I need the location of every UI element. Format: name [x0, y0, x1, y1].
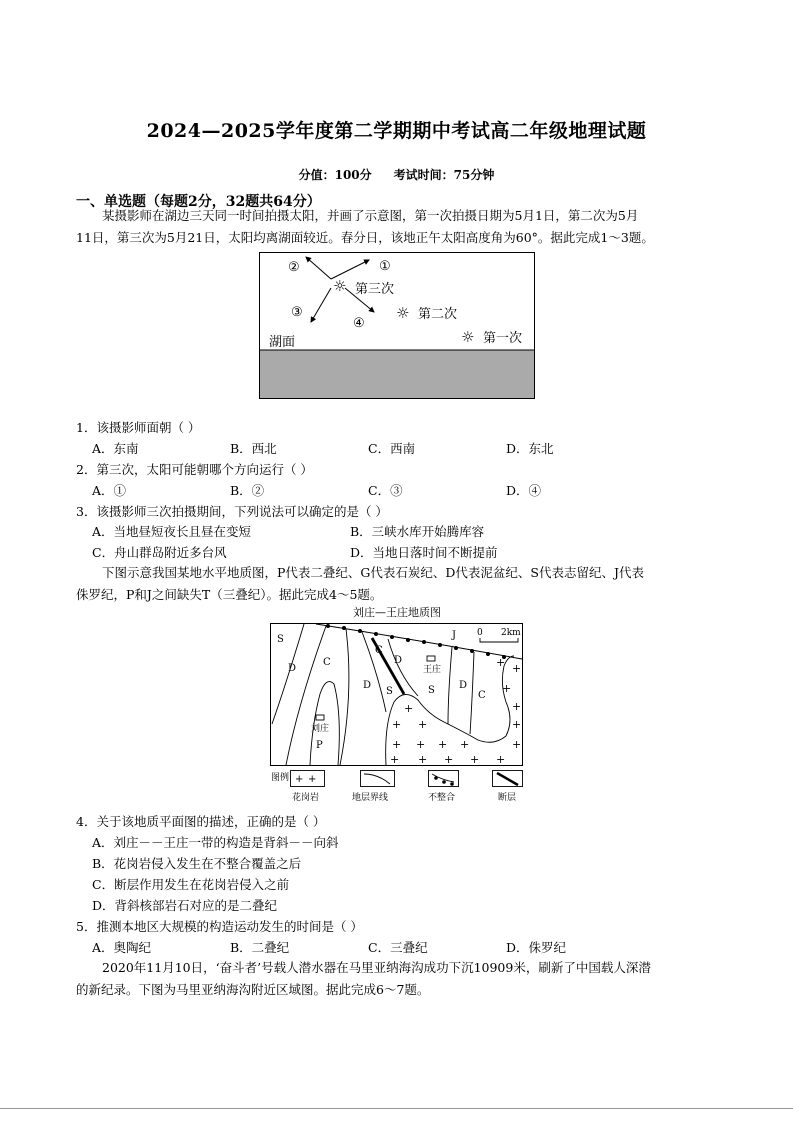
stratum-label: D: [394, 655, 403, 666]
unconformity-dot: [390, 635, 394, 639]
stratum-label: D: [363, 680, 372, 691]
option[interactable]: D．④: [506, 483, 542, 498]
legend-unconformity-text: 不整合: [428, 793, 456, 803]
question-4-option-d[interactable]: D．背斜核部岩石对应的是二叠纪: [92, 898, 278, 913]
option[interactable]: A．东南: [92, 441, 139, 456]
passage-1-line-2: 11日，第三次为5月21日，太阳均离湖面较近。春分日，该地正午太阳高度角为60°。据此完成1～3题。: [76, 230, 654, 245]
stratum-label: C: [375, 645, 383, 656]
question-3: 3．该摄影师三次拍摄期间，下列说法可以确定的是（ ）: [76, 504, 388, 519]
arrow-2-label: ②: [288, 260, 300, 275]
granite-plus: +: [418, 718, 428, 731]
option[interactable]: D．侏罗纪: [506, 940, 567, 955]
map-title: 刘庄—王庄地质图: [353, 606, 441, 619]
option[interactable]: B．三峡水库开始腾库容: [350, 524, 485, 539]
option[interactable]: B．二叠纪: [230, 940, 290, 955]
lake-label: 湖面: [269, 335, 296, 350]
legend-unconformity-dot: [450, 782, 454, 786]
question-5-options: [92, 938, 644, 956]
granite-plus: +: [512, 738, 522, 751]
granite-plus: +: [404, 702, 414, 715]
question-5: 5．推测本地区大规模的构造运动发生的时间是（ ）: [76, 919, 363, 934]
legend-boundary-text: 地层界线: [352, 793, 389, 803]
stratum-label: C: [478, 690, 486, 701]
second-shot-label: 第二次: [418, 307, 458, 322]
legend-unconformity-box: [429, 771, 459, 787]
granite-plus: +: [444, 753, 454, 766]
granite-plus: +: [460, 738, 470, 751]
unconformity-dot: [454, 646, 458, 650]
arrow-1-label: ①: [379, 259, 391, 274]
granite-plus: +: [392, 738, 402, 751]
granite-plus: +: [512, 662, 522, 675]
question-2: 2．第三次，太阳可能朝哪个方向运行（ ）: [76, 462, 313, 477]
scale-zero: 0: [477, 628, 483, 638]
option[interactable]: C．③: [368, 483, 403, 498]
granite-plus: +: [470, 753, 480, 766]
unconformity-dot: [422, 640, 426, 644]
unconformity-dot: [470, 649, 474, 653]
question-4-option-c[interactable]: C．断层作用发生在花岗岩侵入之前: [92, 877, 290, 892]
lake-area: [260, 350, 534, 398]
legend-label: 图例: [271, 773, 290, 783]
exam-title: 2024—2025学年度第二学期期中考试高二年级地理试题: [146, 120, 647, 142]
question-4-option-a[interactable]: A．刘庄－－王庄一带的构造是背斜－－向斜: [92, 835, 339, 850]
unconformity-dot: [438, 643, 442, 647]
passage-3-line-2: 的新纪录。下图为马里亚纳海沟附近区域图。据此完成6～7题。: [76, 982, 430, 997]
granite-plus: +: [416, 738, 426, 751]
legend-boundary-box: [361, 771, 395, 787]
legend-fault-text: 断层: [498, 793, 517, 803]
arrow-3-label: ③: [291, 305, 303, 320]
stratum-label: J: [452, 630, 457, 641]
town-liuzhuang: 刘庄: [311, 724, 330, 734]
granite-plus: +: [512, 700, 522, 713]
score-label: 分值：100分: [298, 168, 372, 182]
stratum-label: D: [459, 680, 468, 691]
arrow-4-label: ④: [353, 316, 365, 331]
passage-2: [76, 562, 726, 606]
option[interactable]: C．西南: [368, 441, 416, 456]
sun-photo-diagram: [259, 252, 535, 400]
town-wangzhuang: 王庄: [423, 665, 442, 675]
scale-km: 2km: [501, 628, 521, 638]
unconformity-dot: [358, 629, 362, 633]
granite-plus: +: [390, 753, 400, 766]
unconformity-dot: [342, 626, 346, 630]
section-heading: 一、单选题（每题2分，32题共64分）: [76, 194, 321, 210]
legend-unconformity-dot: [442, 780, 446, 784]
granite-plus: +: [438, 738, 448, 751]
question-3-options-row-1: [92, 522, 608, 540]
granite-plus: +: [418, 753, 428, 766]
option[interactable]: B．②: [230, 483, 265, 498]
legend-granite-symbol: +: [295, 774, 304, 785]
first-shot-label: 第一次: [483, 331, 523, 346]
sun-icon-third: ☼: [333, 277, 347, 295]
option[interactable]: D．东北: [506, 441, 554, 456]
legend-granite-text: 花岗岩: [292, 793, 320, 803]
legend-granite-symbol: +: [308, 774, 317, 785]
passage-2-line-1: 下图示意我国某地水平地质图，P代表二叠纪、G代表石炭纪、D代表泥盆纪、S代表志留纪、J代表: [102, 565, 644, 580]
option[interactable]: A．当地昼短夜长且昼在变短: [92, 524, 252, 539]
granite-plus: +: [512, 718, 522, 731]
passage-1: [76, 205, 726, 249]
sun-icon-second: ☼: [396, 304, 410, 322]
sun-icon-first: ☼: [461, 328, 475, 346]
third-shot-label: 第三次: [355, 282, 395, 297]
option[interactable]: D．当地日落时间不断提前: [350, 545, 498, 560]
stratum-label: S: [386, 686, 393, 697]
time-label: 考试时间：75分钟: [393, 168, 495, 182]
passage-2-line-2: 侏罗纪，P和J之间缺失T（三叠纪）。据此完成4～5题。: [76, 587, 383, 602]
question-4: 4．关于该地质平面图的描述，正确的是（ ）: [76, 814, 326, 829]
option[interactable]: C．舟山群岛附近多台风: [92, 545, 227, 560]
stratum-label: P: [316, 740, 323, 751]
unconformity-dot: [326, 624, 330, 628]
option[interactable]: A．①: [92, 483, 127, 498]
granite-plus: +: [502, 682, 512, 695]
question-1-options: [92, 439, 644, 457]
stratum-label: S: [277, 634, 284, 645]
unconformity-dot: [486, 652, 490, 656]
unconformity-dot: [406, 638, 410, 642]
option[interactable]: C．三叠纪: [368, 940, 428, 955]
option[interactable]: B．西北: [230, 441, 277, 456]
stratum-label: D: [288, 663, 297, 674]
stratum-label: S: [428, 685, 435, 696]
legend-unconformity-dot: [434, 776, 438, 780]
passage-3: [76, 957, 726, 1001]
question-4-option-b[interactable]: B．花岗岩侵入发生在不整合覆盖之后: [92, 856, 302, 871]
passage-3-line-1: 2020年11月10日，‘奋斗者’号载人潜水器在马里亚纳海沟成功下沉10909米，刷新了中国载人深潜: [102, 960, 651, 975]
geologic-map: [268, 604, 526, 804]
granite-plus: +: [392, 718, 402, 731]
unconformity-dot: [374, 632, 378, 636]
granite-plus: +: [496, 753, 506, 766]
granite-plus: +: [496, 656, 506, 669]
option[interactable]: A．奥陶纪: [92, 940, 152, 955]
exam-subtitle: [0, 166, 793, 183]
question-1: 1．该摄影师面朝（ ）: [76, 420, 201, 435]
passage-1-line-1: 某摄影师在湖边三天同一时间拍摄太阳，并画了示意图，第一次拍摄日期为5月1日，第二次为5月: [102, 208, 639, 223]
question-2-options: [92, 481, 644, 499]
question-3-options-row-2: [92, 543, 608, 561]
stratum-label: C: [323, 657, 331, 668]
page-bottom-rule: [0, 1108, 793, 1109]
